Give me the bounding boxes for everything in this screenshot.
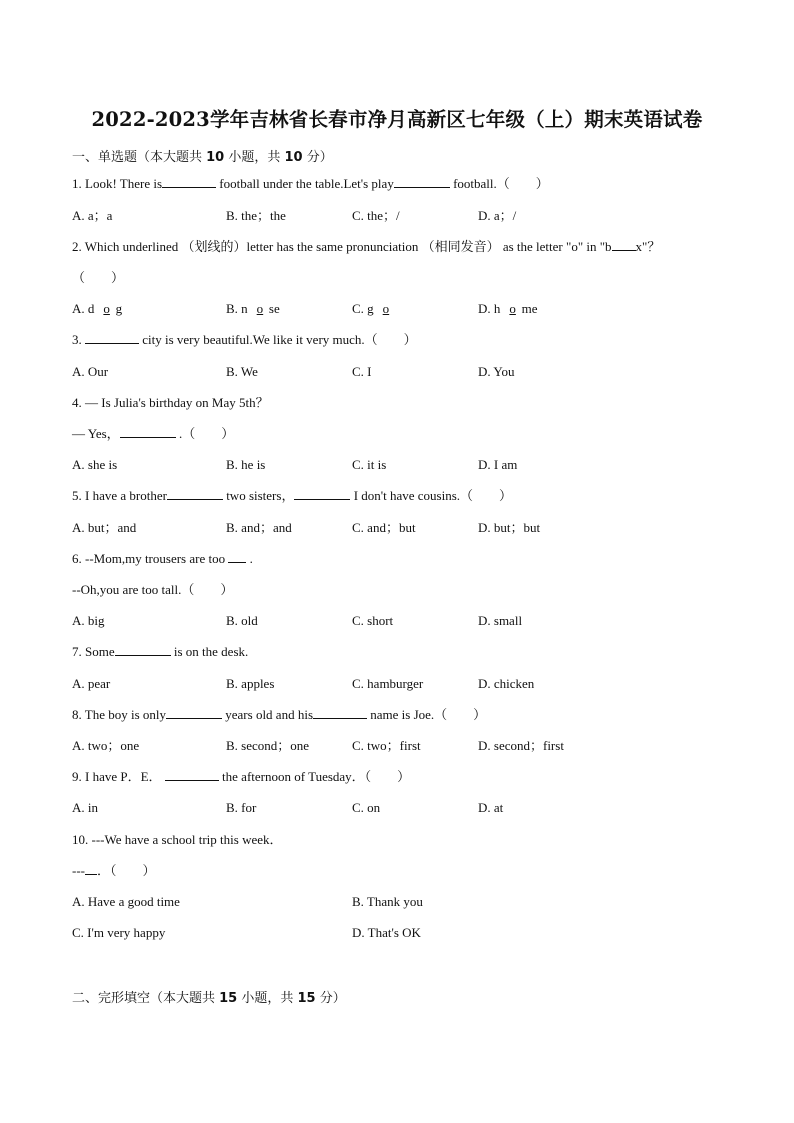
q7-option-b: B. apples xyxy=(226,676,275,691)
stem-text: football.（ ） xyxy=(449,176,549,191)
option-text: me xyxy=(521,301,538,316)
section-count: 15 xyxy=(219,991,238,1006)
answer-blank xyxy=(85,863,97,875)
option-text: g xyxy=(115,301,123,316)
question-6-stem xyxy=(72,550,253,568)
stem-text: 6. --Mom,my trousers are too xyxy=(72,551,226,566)
q3-option-a: A. Our xyxy=(72,364,109,379)
answer-blank xyxy=(167,488,223,500)
stem-text: x"？ xyxy=(635,239,661,254)
page-title: 2022-2023学年吉林省长春市净月高新区七年级（上）期末英语试卷 xyxy=(91,108,703,131)
q8-option-a: A. two；one xyxy=(72,738,140,753)
stem-text: football under the table.Let's play xyxy=(216,176,394,191)
q6-option-b: B. old xyxy=(226,613,258,628)
stem-text: years old and his xyxy=(222,707,313,722)
option-text: C. g xyxy=(352,301,377,316)
answer-blank xyxy=(85,332,139,344)
section-score: 10 xyxy=(284,150,303,165)
question-4-reply xyxy=(72,425,234,443)
q6-option-d: D. small xyxy=(478,613,523,628)
question-5-stem xyxy=(72,487,512,505)
q1-option-a: A. a；a xyxy=(72,208,113,223)
stem-text: the afternoon of Tuesday．（ ） xyxy=(218,769,411,784)
underlined-letter: o xyxy=(382,301,390,316)
question-2-stem xyxy=(72,238,660,256)
q3-option-c: C. I xyxy=(352,364,372,379)
q1-option-b: B. the；the xyxy=(226,208,286,223)
stem-text: 7. Some xyxy=(72,644,115,659)
question-9-stem xyxy=(72,768,410,786)
q3-option-b: B. We xyxy=(226,364,258,379)
q2-option-b xyxy=(226,300,280,318)
stem-text: is on the desk. xyxy=(170,644,249,659)
section-count: 10 xyxy=(206,150,225,165)
stem-text: city is very beautiful.We like it very much.（ ） xyxy=(139,332,417,347)
stem-text: 8. The boy is only xyxy=(72,707,167,722)
q9-option-a: A. in xyxy=(72,800,98,815)
section-text: 一、单选题（本大题共 xyxy=(72,150,207,165)
q2-option-d xyxy=(478,300,538,318)
stem-text: 3. xyxy=(72,332,82,347)
q5-option-a: A. but；and xyxy=(72,520,137,535)
section-text: 小题，共 xyxy=(224,150,285,165)
option-text: D. h xyxy=(478,301,504,316)
stem-text: two sisters， xyxy=(222,488,295,503)
answer-blank xyxy=(313,707,367,719)
q10-option-b: B. Thank you xyxy=(352,894,423,909)
answer-blank xyxy=(162,176,216,188)
question-4-stem: 4. — Is Julia's birthday on May 5th？ xyxy=(72,395,269,410)
q6-option-c: C. short xyxy=(352,613,394,628)
stem-text: .（ ） xyxy=(175,426,235,441)
question-6-reply: --Oh,you are too tall.（ ） xyxy=(72,582,234,597)
stem-text: 5. I have a brother xyxy=(72,488,167,503)
q9-option-d: D. at xyxy=(478,800,504,815)
q10-option-a: A. Have a good time xyxy=(72,894,180,909)
answer-blank xyxy=(166,707,222,719)
stem-text: I don't have cousins.（ ） xyxy=(350,488,513,503)
stem-text: . xyxy=(246,551,253,566)
section-text: 分） xyxy=(315,991,346,1006)
answer-blank xyxy=(294,488,350,500)
question-8-stem xyxy=(72,706,486,724)
q7-option-a: A. pear xyxy=(72,676,111,691)
q2-option-c xyxy=(352,300,395,318)
q5-option-d: D. but；but xyxy=(478,520,541,535)
q2-option-a xyxy=(72,300,122,318)
section-text: 分） xyxy=(302,150,333,165)
section-text: 小题，共 xyxy=(237,991,298,1006)
q3-option-d: D. You xyxy=(478,364,515,379)
question-3-stem xyxy=(72,331,417,349)
option-text: se xyxy=(268,301,280,316)
section-heading-2 xyxy=(72,987,346,1006)
q7-option-d: D. chicken xyxy=(478,676,535,691)
stem-text: — Yes， xyxy=(72,426,120,441)
q8-option-b: B. second；one xyxy=(226,738,310,753)
q7-option-c: C. hamburger xyxy=(352,676,424,691)
section-heading-1 xyxy=(72,146,333,165)
underlined-letter: o xyxy=(103,301,110,316)
option-text: A. d xyxy=(72,301,98,316)
q9-option-c: C. on xyxy=(352,800,381,815)
answer-blank xyxy=(612,239,636,251)
underlined-letter: o xyxy=(509,301,516,316)
q9-option-b: B. for xyxy=(226,800,257,815)
q4-option-c: C. it is xyxy=(352,457,387,472)
q10-option-c: C. I'm very happy xyxy=(72,925,166,940)
q8-option-d: D. second；first xyxy=(478,738,564,753)
section-text: 二、完形填空（本大题共 xyxy=(72,991,220,1006)
q4-option-b: B. he is xyxy=(226,457,266,472)
question-1-stem xyxy=(72,175,549,193)
question-2-paren: （ ） xyxy=(72,270,125,285)
question-7-stem xyxy=(72,643,248,661)
q4-option-a: A. she is xyxy=(72,457,118,472)
q6-option-a: A. big xyxy=(72,613,105,628)
stem-text: ．（ ） xyxy=(97,863,156,878)
stem-text: 1. Look! There is xyxy=(72,176,163,191)
answer-blank xyxy=(228,551,246,563)
q4-option-d: D. I am xyxy=(478,457,518,472)
stem-text: 9. I have P．E． xyxy=(72,769,162,784)
section-score: 15 xyxy=(297,991,316,1006)
q8-option-c: C. two；first xyxy=(352,738,421,753)
q5-option-c: C. and；but xyxy=(352,520,416,535)
q1-option-d: D. a；/ xyxy=(478,208,517,223)
q1-option-c: C. the；/ xyxy=(352,208,400,223)
question-10-reply xyxy=(72,862,156,880)
answer-blank xyxy=(165,769,219,781)
stem-text: name is Joe.（ ） xyxy=(367,707,487,722)
stem-text: --- xyxy=(72,863,85,878)
underlined-letter: o xyxy=(256,301,264,316)
answer-blank xyxy=(394,176,450,188)
stem-text: 2. Which underlined （划线的）letter has the same pronunciation （相同发音） as the letter "o" in "b xyxy=(72,239,612,254)
answer-blank xyxy=(120,426,176,438)
answer-blank xyxy=(115,644,171,656)
question-10-stem: 10. ---We have a school trip this week． xyxy=(72,832,283,847)
q5-option-b: B. and；and xyxy=(226,520,292,535)
q10-option-d: D. That's OK xyxy=(352,925,421,940)
option-text: B. n xyxy=(226,301,251,316)
